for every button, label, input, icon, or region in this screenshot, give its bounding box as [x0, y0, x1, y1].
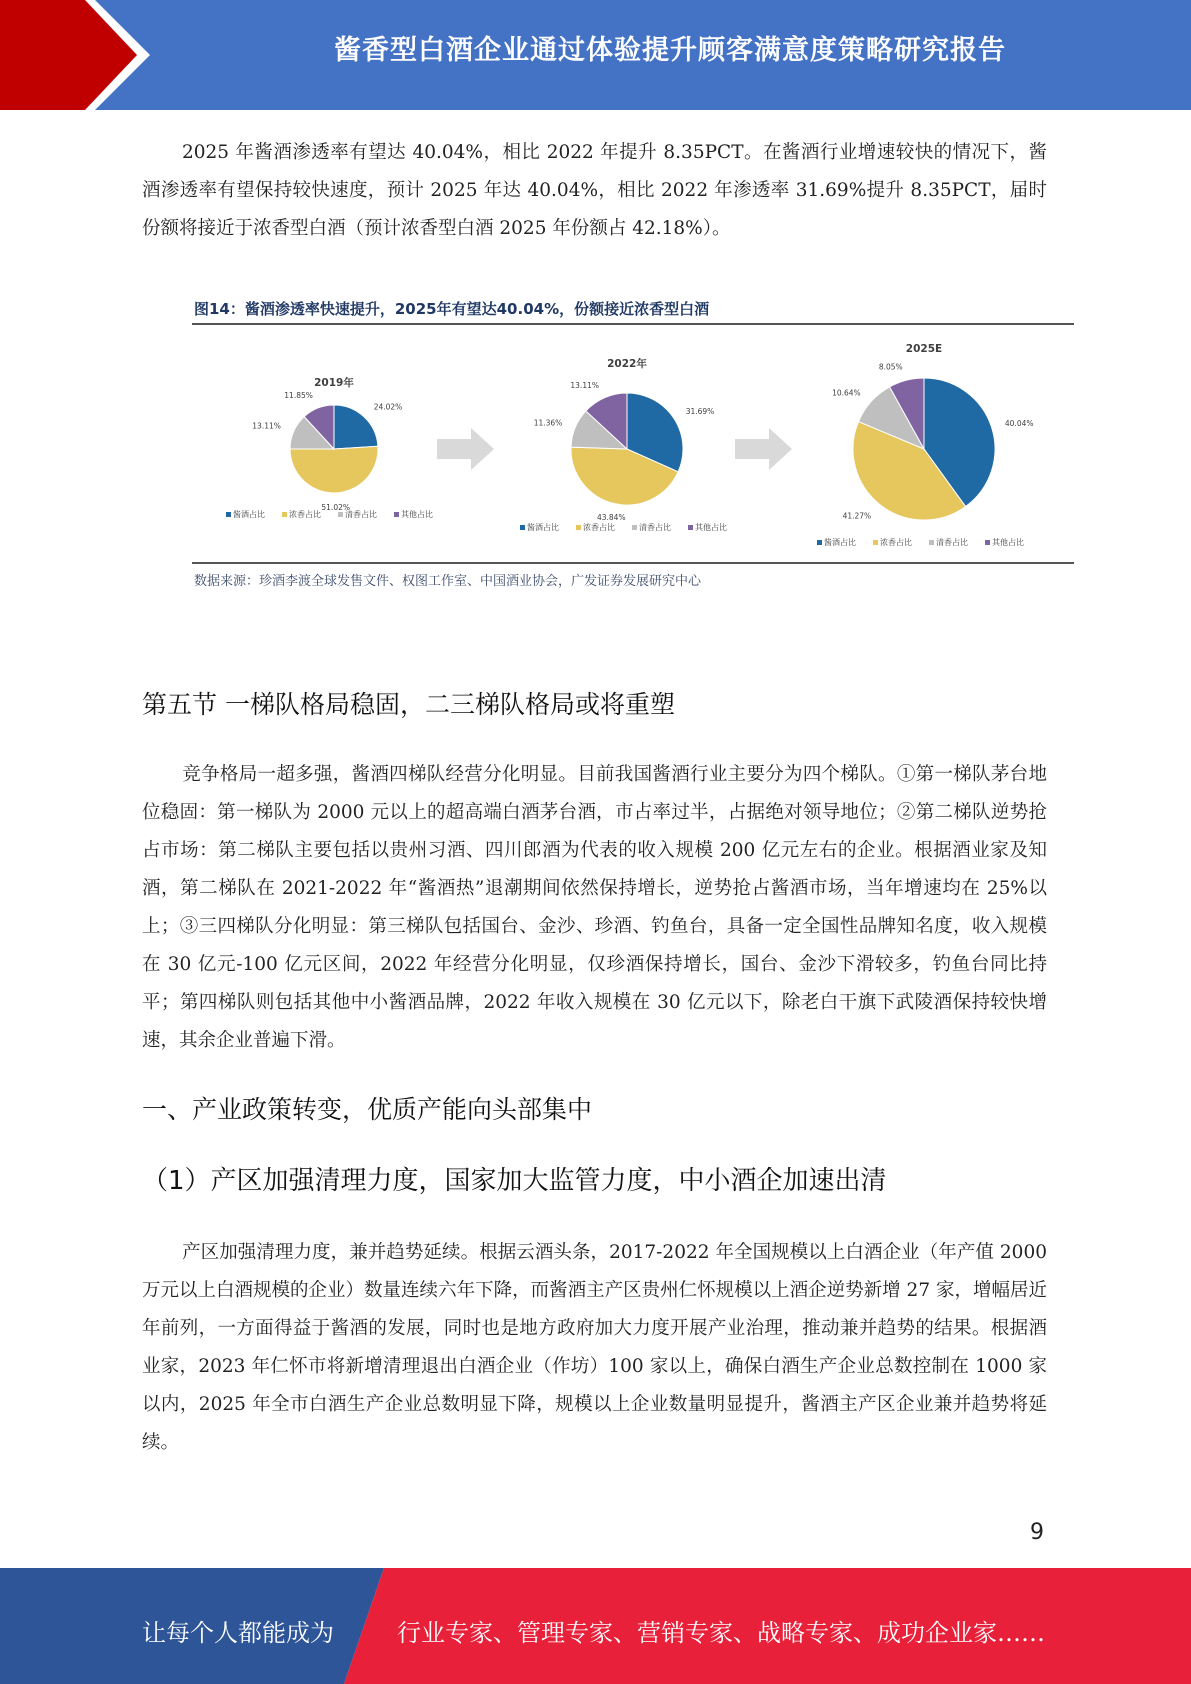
slice-value-label: 8.05% [878, 362, 903, 372]
sub-subsection-heading: （1）产区加强清理力度，国家加大监管力度，中小酒企加速出清 [142, 1166, 887, 1196]
slice-value-label: 51.02% [321, 503, 351, 512]
figure-source: 数据来源：珍酒李渡全球发售文件、权图工作室、中国酒业协会，广发证券发展研究中心 [194, 574, 702, 589]
legend-label: 酱酒占比 [233, 510, 265, 519]
pie-chart-2 [520, 357, 727, 532]
legend-label: 其他占比 [992, 538, 1024, 547]
section-heading: 第五节 一梯队格局稳固，二三梯队格局或将重塑 [142, 690, 675, 719]
legend-swatch [817, 540, 822, 545]
legend-label: 浓香占比 [583, 523, 615, 532]
subsection-heading: 一、产业政策转变，优质产能向头部集中 [142, 1095, 593, 1124]
legend-swatch [226, 512, 231, 517]
slice-value-label: 10.64% [832, 388, 861, 398]
pie-title: 2025E [905, 343, 943, 355]
footer-slogan-left: 让每个人都能成为 [142, 1619, 334, 1647]
legend-swatch [576, 525, 581, 530]
legend-swatch [929, 540, 934, 545]
page-header [0, 0, 1191, 110]
page-footer [0, 1568, 1191, 1684]
pie-title: 2019年 [314, 377, 354, 389]
legend-label: 清香占比 [936, 538, 968, 547]
legend-label: 其他占比 [695, 523, 727, 532]
legend-label: 清香占比 [639, 523, 671, 532]
slice-value-label: 40.04% [1004, 418, 1034, 428]
report-title: 酱香型白酒企业通过体验提升顾客满意度策略研究报告 [334, 35, 1006, 66]
slice-value-label: 13.11% [252, 421, 281, 431]
legend-swatch [394, 512, 399, 517]
transition-arrow [735, 428, 792, 470]
slice-value-label: 43.84% [596, 513, 626, 523]
pie-chart-group [192, 326, 1074, 562]
pie-slice [334, 405, 378, 449]
paragraph-competition [142, 756, 1047, 1060]
pie-chart-3 [817, 343, 1034, 547]
paragraph-consolidation [142, 1234, 1047, 1462]
pie-slice [290, 446, 378, 493]
legend-swatch [520, 525, 525, 530]
legend-label: 其他占比 [401, 510, 433, 519]
legend-label: 清香占比 [345, 510, 377, 519]
paragraph-penetration-rate [142, 134, 1047, 248]
paragraph-text: 2025 年酱酒渗透率有望达 40.04%，相比 2022 年提升 8.35PCT。在酱酒行业增速较快的情况下，酱酒渗透率有望保持较快速度，预计 2025 年达 40.04%，相比 2022 年渗透率 31.69%提升 8.35PCT，届时份额将接近于浓香型白酒（预计浓香型白酒 2025 年份额占 42.18%）。 [142, 142, 1047, 239]
legend-swatch [338, 512, 343, 517]
slice-value-label: 41.27% [842, 511, 872, 521]
slice-value-label: 13.11% [570, 380, 599, 390]
legend-label: 浓香占比 [880, 538, 912, 547]
legend-swatch [985, 540, 990, 545]
legend-swatch [282, 512, 287, 517]
footer-slogan-right: 行业专家、管理专家、营销专家、战略专家、成功企业家…… [397, 1619, 1045, 1647]
slice-value-label: 11.36% [533, 418, 563, 428]
slice-value-label: 11.85% [284, 391, 313, 400]
figure-bottom-rule [192, 562, 1074, 564]
header-arrow-decoration [0, 0, 160, 110]
transition-arrow [437, 428, 494, 470]
paragraph-text: 产区加强清理力度，兼并趋势延续。根据云酒头条，2017-2022 年全国规模以上白酒企业（年产值 2000 万元以上白酒规模的企业）数量连续六年下降，而酱酒主产区贵州仁怀规模以上酒企逆势新增 27 家，增幅居近年前列，一方面得益于酱酒的发展，同时也是地方政府加大力度开展产业治理，推动兼并趋势的结果。根据酒业家，2023 年仁怀市将新增清理退出白酒企业（作坊）100 家以上，确保白酒生产企业总数控制在 1000 家以内，2025 年全市白酒生产企业总数明显下降，规模以上企业数量明显提升，酱酒主产区企业兼并趋势将延续。 [142, 1242, 1047, 1453]
legend-label: 酱酒占比 [527, 523, 559, 532]
figure-top-rule [192, 323, 1074, 325]
legend-swatch [873, 540, 878, 545]
legend-swatch [632, 525, 637, 530]
paragraph-text: 竞争格局一超多强，酱酒四梯队经营分化明显。目前我国酱酒行业主要分为四个梯队。①第一梯队茅台地位稳固：第一梯队为 2000 元以上的超高端白酒茅台酒，市占率过半，占据绝对领导地位；②第二梯队逆势抢占市场：第二梯队主要包括以贵州习酒、四川郎酒为代表的收入规模 200 亿元左右的企业。根据酒业家及知酒，第二梯队在 2021-2022 年“酱酒热”退潮期间依然保持增长，逆势抢占酱酒市场，当年增速均在 25%以上；③三四梯队分化明显：第三梯队包括国台、金沙、珍酒、钓鱼台，具备一定全国性品牌知名度，收入规模在 30 亿元-100 亿元区间，2022 年经营分化明显，仅珍酒保持增长，国台、金沙下滑较多，钓鱼台同比持平；第四梯队则包括其他中小酱酒品牌，2022 年收入规模在 30 亿元以下，除老白干旗下武陵酒保持较快增速，其余企业普遍下滑。 [142, 764, 1047, 1051]
pie-title: 2022年 [607, 358, 647, 370]
slice-value-label: 31.69% [685, 406, 715, 416]
page-number: 9 [1030, 1520, 1044, 1545]
figure-title: 图14：酱酒渗透率快速提升，2025年有望达40.04%，份额接近浓香型白酒 [194, 300, 710, 318]
legend-label: 酱酒占比 [824, 538, 856, 547]
slice-value-label: 24.02% [373, 402, 403, 412]
legend-swatch [688, 525, 693, 530]
pie-chart-1 [226, 376, 433, 519]
legend-label: 浓香占比 [289, 510, 321, 519]
